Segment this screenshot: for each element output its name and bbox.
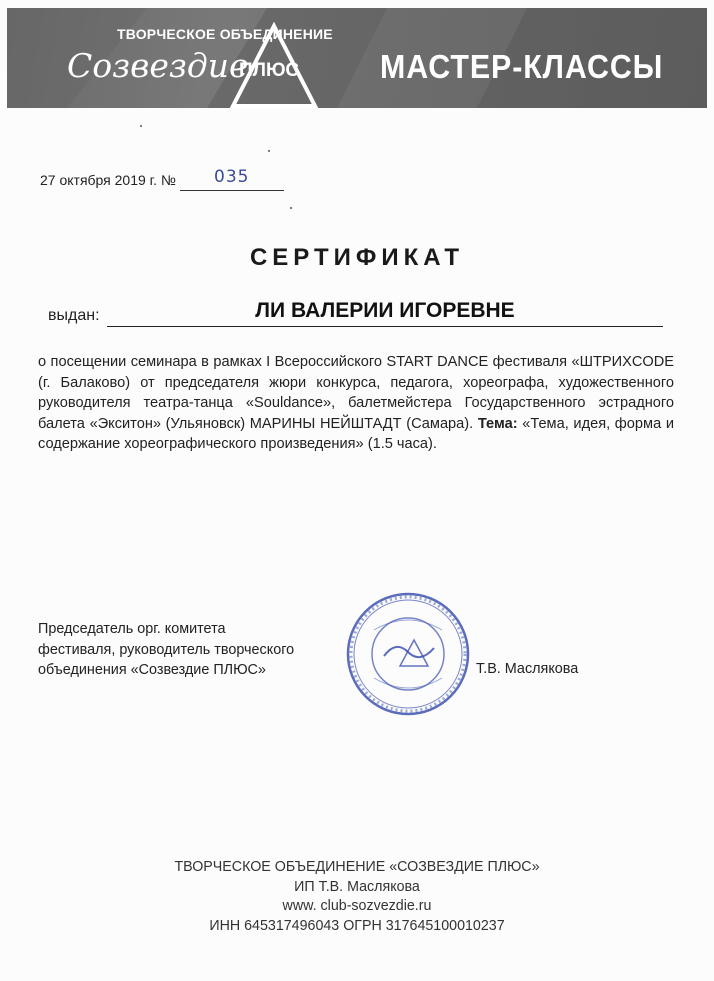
signer-position-line: объединения «Созвездие ПЛЮС»	[38, 662, 266, 678]
body-main-text: о посещении семинара в рамках I Всероссийского START DANCE фестиваля «ШТРИХCODE (г. Балаково) от председателя жюри конкурса, педагога, хореографа, художественного руководителя театра-танца «Souldance», балетмейстера Государственного эстрадного балета «Экситон» (Ульяновск) МАРИНЫ НЕЙШТАДТ (Самара).	[38, 354, 674, 432]
banner-title: МАСТЕР-КЛАССЫ	[380, 48, 664, 85]
logo-plus-text: ПЛЮС	[239, 60, 300, 81]
certificate-title: СЕРТИФИКАТ	[249, 244, 465, 271]
signer-name: Т.В. Маслякова	[476, 661, 579, 677]
issued-label: выдан:	[48, 307, 100, 324]
topic-label: Тема:	[477, 415, 518, 432]
footer-org: ТВОРЧЕСКОЕ ОБЪЕДИНЕНИЕ «СОЗВЕЗДИЕ ПЛЮС»	[174, 858, 540, 875]
official-stamp-icon	[344, 590, 472, 718]
logo-org-caption: ТВОРЧЕСКОЕ ОБЪЕДИНЕНИЕ	[117, 26, 333, 42]
recipient-underline	[107, 326, 663, 327]
certificate-body	[38, 352, 674, 455]
footer-registration: ИНН 645317496043 ОГРН 317645100010237	[209, 916, 505, 934]
scan-speck	[140, 125, 142, 127]
footer	[18, 857, 696, 935]
footer-ip: ИП Т.В. Маслякова	[294, 877, 420, 895]
signer-position-line: Председатель орг. комитета	[38, 621, 226, 637]
certificate-number-field	[180, 167, 284, 191]
scan-speck	[268, 150, 270, 152]
footer-website: www. club-sozvezdie.ru	[282, 897, 432, 914]
logo-script-text: Созвездие	[67, 46, 249, 85]
recipient-name: ЛИ ВАЛЕРИИ ИГОРЕВНЕ	[255, 299, 515, 322]
header-banner	[7, 8, 707, 108]
issue-date: 27 октября 2019 г. №	[40, 172, 176, 188]
topic-text: «Тема, идея, форма и содержание хореографического произведения» (1.5 часа).	[38, 415, 674, 453]
signer-position	[38, 619, 318, 681]
scan-speck	[290, 207, 292, 209]
certificate-number: 035	[214, 167, 250, 187]
date-line	[40, 167, 284, 191]
signer-position-line: фестиваля, руководитель творческого	[38, 641, 295, 658]
